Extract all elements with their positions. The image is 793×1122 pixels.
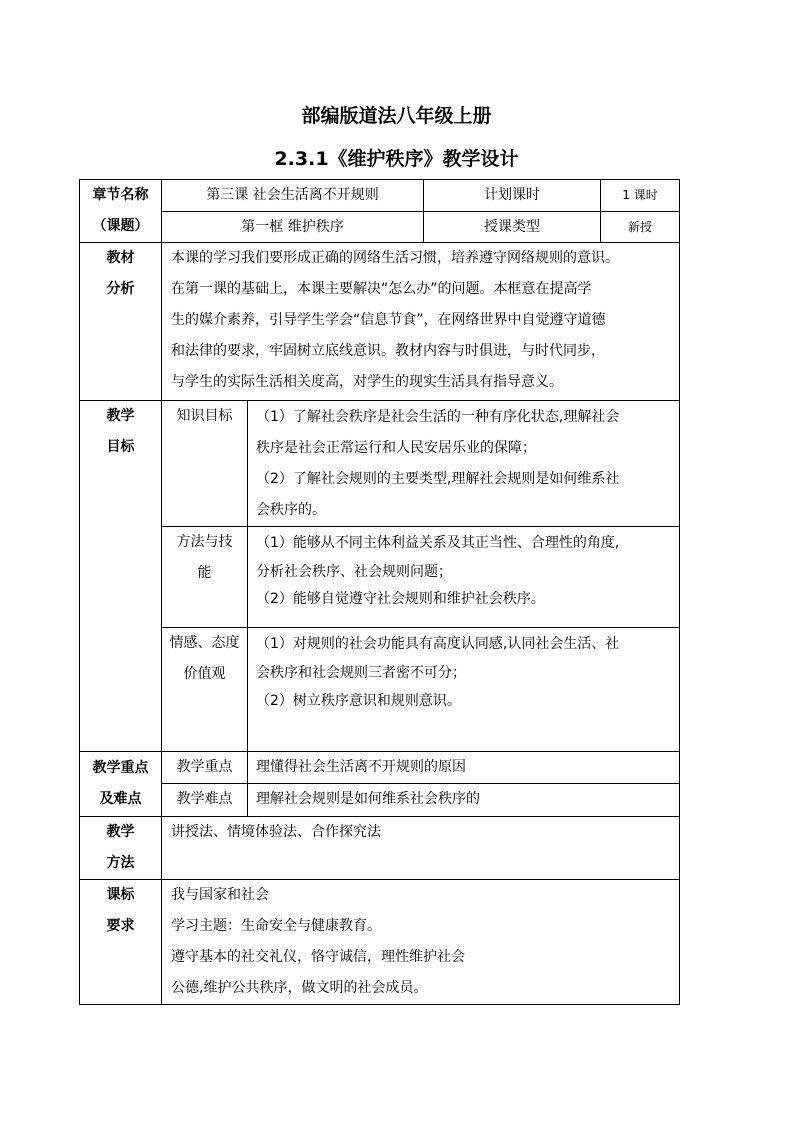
hours-value: 1 课时 <box>601 180 680 212</box>
method-skill-label-1: 方法与技 <box>176 534 233 550</box>
emotion-label-cell <box>162 628 248 752</box>
keypoints-label-cell <box>80 752 162 817</box>
chapter-label-cell <box>80 180 162 243</box>
document-subtitle: 2.3.1《维护秩序》教学设计 <box>274 148 519 170</box>
knowledge-objectives <box>248 401 680 527</box>
analysis-label-cell <box>80 243 162 401</box>
knowledge-line: 会秩序的。 <box>256 502 326 518</box>
emotion-objectives <box>248 628 680 752</box>
knowledge-line: （1）了解社会秩序是社会生活的一种有序化状态,理解社会 <box>256 409 620 425</box>
emotion-line: （2）树立秩序意识和规则意识。 <box>256 693 461 709</box>
analysis-text <box>162 243 680 401</box>
objectives-label-1: 教学 <box>106 408 135 424</box>
keypoints-label-1: 教学重点 <box>92 760 149 776</box>
analysis-label-2: 分析 <box>106 281 135 297</box>
methods-value: 讲授法、情境体验法、合作探究法 <box>162 817 680 880</box>
hours-label: 计划课时 <box>424 180 601 212</box>
method-skill-label-cell <box>162 527 248 628</box>
analysis-line: 与学生的实际生活相关度高，对学生的现实生活具有指导意义。 <box>171 374 563 390</box>
knowledge-line: 秩序是社会正常运行和人民安居乐业的保障； <box>256 440 536 456</box>
standards-label-cell <box>80 880 162 1005</box>
keypoints-label-2: 及难点 <box>99 791 142 807</box>
emotion-label-1: 情感、态度 <box>169 635 240 651</box>
lesson-title: 第三课 社会生活离不开规则 <box>162 180 424 212</box>
chapter-label: 章节名称 <box>92 187 149 203</box>
chapter-label-paren: （课题） <box>92 218 149 234</box>
method-line: （2）能够自觉遵守社会规则和维护社会秩序。 <box>256 591 545 607</box>
emotion-line: （1）对规则的社会功能具有高度认同感,认同社会生活、社 <box>256 636 620 652</box>
standards-text <box>162 880 680 1005</box>
emotion-line: 会秩序和社会规则三者密不可分； <box>256 665 466 681</box>
method-line: （1）能够从不同主体利益关系及其正当性、合理性的角度, <box>256 535 620 551</box>
emotion-label-2: 价值观 <box>183 666 226 682</box>
standards-line: 公德,维护公共秩序，做文明的社会成员。 <box>171 980 428 996</box>
standards-line: 学习主题：生命安全与健康教育。 <box>171 918 381 934</box>
difficulty-label: 教学难点 <box>162 784 248 817</box>
method-line: 分析社会秩序、社会规则问题； <box>256 564 452 580</box>
analysis-line: 在第一课的基础上，本课主要解决“怎么办”的问题。本框意在提高学 <box>171 281 592 297</box>
knowledge-line: （2）了解社会规则的主要类型,理解社会规则是如何维系社 <box>256 471 620 487</box>
knowledge-label: 知识目标 <box>162 401 248 527</box>
focus-value: 理懂得社会生活离不开规则的原因 <box>248 752 680 784</box>
focus-label: 教学重点 <box>162 752 248 784</box>
difficulty-value: 理解社会规则是如何维系社会秩序的 <box>248 784 680 817</box>
standards-line: 遵守基本的社交礼仪，恪守诚信，理性维护社会 <box>171 949 465 965</box>
type-label: 授课类型 <box>424 211 601 243</box>
standards-label-1: 课标 <box>106 887 135 903</box>
methods-label-2: 方法 <box>106 855 135 871</box>
method-skill-label-2: 能 <box>197 565 212 581</box>
type-value: 新授 <box>601 211 680 243</box>
analysis-line: 本课的学习我们要形成正确的网络生活习惯，培养遵守网络规则的意识。 <box>171 250 619 266</box>
standards-label-2: 要求 <box>106 918 135 934</box>
method-objectives <box>248 527 680 628</box>
methods-label-1: 教学 <box>106 824 135 840</box>
analysis-line: 和法律的要求，牢固树立底线意识。教材内容与时俱进，与时代同步， <box>171 343 605 359</box>
lesson-plan-table <box>79 179 680 1005</box>
objectives-label-2: 目标 <box>106 439 135 455</box>
analysis-line: 生的媒介素养，引导学生学会“信息节食”，在网络世界中自觉遵守道德 <box>171 312 606 328</box>
objectives-label-cell <box>80 401 162 752</box>
methods-label-cell <box>80 817 162 880</box>
analysis-label-1: 教材 <box>106 250 135 266</box>
document-title: 部编版道法八年级上册 <box>301 105 492 127</box>
standards-line: 我与国家和社会 <box>171 887 269 903</box>
frame-title: 第一框 维护秩序 <box>162 211 424 243</box>
